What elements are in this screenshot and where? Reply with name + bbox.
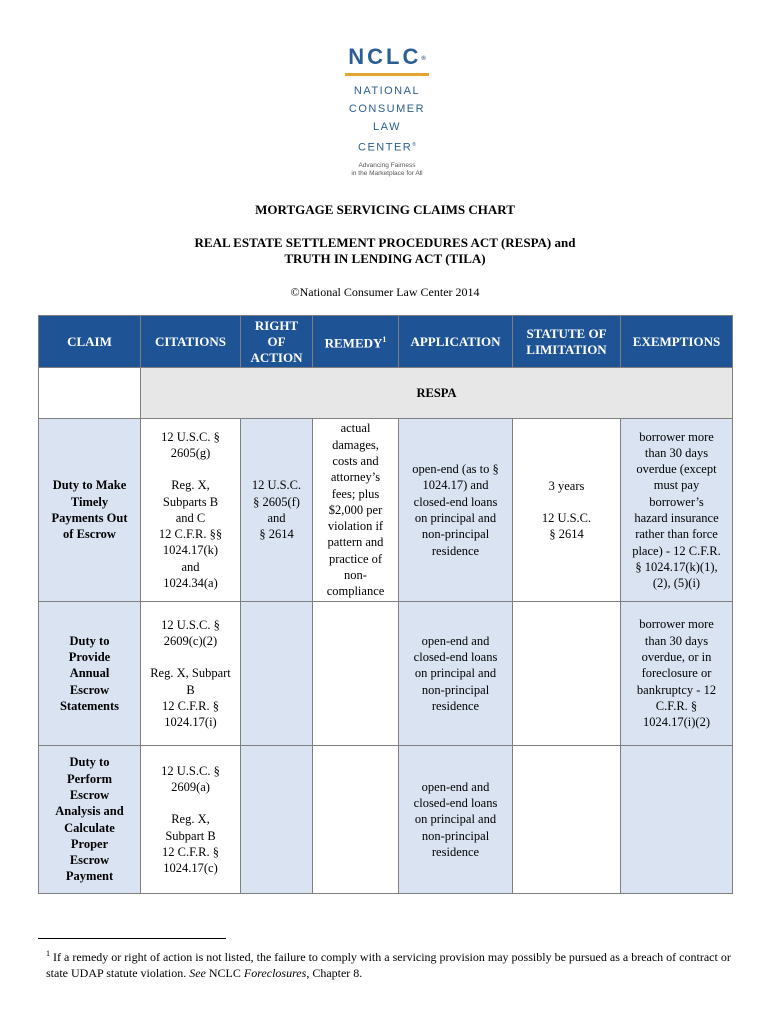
- footnote-book-title: Foreclosures: [243, 966, 307, 980]
- logo-line-4: CENTER®: [358, 141, 416, 154]
- section-label-respa: RESPA: [141, 368, 733, 419]
- statute-cell: [513, 746, 621, 894]
- footnote-divider: [38, 938, 226, 939]
- footnote-see: See: [189, 966, 206, 980]
- table-header-row: [39, 316, 733, 368]
- chart-subtitle-line-1: REAL ESTATE SETTLEMENT PROCEDURES ACT (RESPA) and: [194, 235, 576, 250]
- right-of-action-cell: [241, 602, 313, 746]
- chart-title: MORTGAGE SERVICING CLAIMS CHART: [255, 202, 515, 217]
- table-row: [39, 419, 733, 602]
- logo-divider: [345, 73, 429, 76]
- header-citations: CITATIONS: [141, 316, 241, 368]
- statute-cell: [513, 602, 621, 746]
- nclc-logo: [343, 44, 431, 178]
- header-claim: CLAIM: [39, 316, 141, 368]
- table-row: [39, 746, 733, 894]
- footnote-text: If a remedy or right of action is not listed, the failure to comply with a servicing provision may possibly be pursued as a breach of contract or state UDAP statute violation.: [46, 950, 731, 980]
- remedy-cell: [313, 746, 399, 894]
- footnote-source: NCLC: [208, 966, 241, 980]
- right-of-action-cell: [241, 746, 313, 894]
- table-row: [39, 602, 733, 746]
- remedy-cell: actual damages, costs and attorney’s fees; plus $2,000 per violation if pattern and practice of non- compliance: [313, 419, 399, 602]
- section-spacer: [39, 368, 141, 419]
- exemptions-cell: borrower more than 30 days overdue (except must pay borrower’s hazard insurance rather than force place) - 12 C.F.R. § 1024.17(k)(1), (2), (5)(i): [621, 419, 733, 602]
- copyright-notice: ©National Consumer Law Center 2014: [290, 285, 480, 299]
- statute-cell: 3 years 12 U.S.C. § 2614: [513, 419, 621, 602]
- application-cell: open-end and closed-end loans on principal and non-principal residence: [399, 602, 513, 746]
- header-right-of-action: RIGHT OF ACTION: [241, 316, 313, 368]
- right-of-action-cell: 12 U.S.C. § 2605(f) and § 2614: [241, 419, 313, 602]
- logo-line-3: LAW: [373, 121, 401, 133]
- remedy-cell: [313, 602, 399, 746]
- claim-cell: Duty to Provide Annual Escrow Statements: [39, 602, 141, 746]
- logo-wordmark: NCLC®: [348, 44, 426, 69]
- footnote: [46, 946, 736, 981]
- claim-cell: Duty to Perform Escrow Analysis and Calculate Proper Escrow Payment: [39, 746, 141, 894]
- citations-cell: 12 U.S.C. § 2605(g) Reg. X, Subparts B and C 12 C.F.R. §§ 1024.17(k) and 1024.34(a): [141, 419, 241, 602]
- header-exemptions: EXEMPTIONS: [621, 316, 733, 368]
- logo-line-1: NATIONAL: [353, 85, 421, 97]
- logo-line-2: CONSUMER: [348, 103, 426, 115]
- logo-tagline: Advancing Fairness in the Marketplace for All: [351, 161, 423, 177]
- header-statute-of-limitation: STATUTE OF LIMITATION: [513, 316, 621, 368]
- header-application: APPLICATION: [399, 316, 513, 368]
- header-remedy: REMEDY$^1$: [313, 316, 399, 368]
- application-cell: open-end and closed-end loans on principal and non-principal residence: [399, 746, 513, 894]
- footnote-chapter: , Chapter 8.: [306, 966, 363, 980]
- chart-subtitle-line-2: TRUTH IN LENDING ACT (TILA): [284, 251, 486, 266]
- citations-cell: 12 U.S.C. § 2609(c)(2) Reg. X, Subpart B 12 C.F.R. § 1024.17(i): [141, 602, 241, 746]
- section-row-respa: [39, 368, 733, 419]
- exemptions-cell: borrower more than 30 days overdue, or in foreclosure or bankruptcy - 12 C.F.R. § 1024.17(i)(2): [621, 602, 733, 746]
- claims-table: [38, 315, 733, 894]
- citations-cell: 12 U.S.C. § 2609(a) Reg. X, Subpart B 12 C.F.R. § 1024.17(c): [141, 746, 241, 894]
- claim-cell: Duty to Make Timely Payments Out of Escrow: [39, 419, 141, 602]
- exemptions-cell: [621, 746, 733, 894]
- footnote-marker: 1: [46, 949, 50, 958]
- application-cell: open-end (as to § 1024.17) and closed-end loans on principal and non-principal residence: [399, 419, 513, 602]
